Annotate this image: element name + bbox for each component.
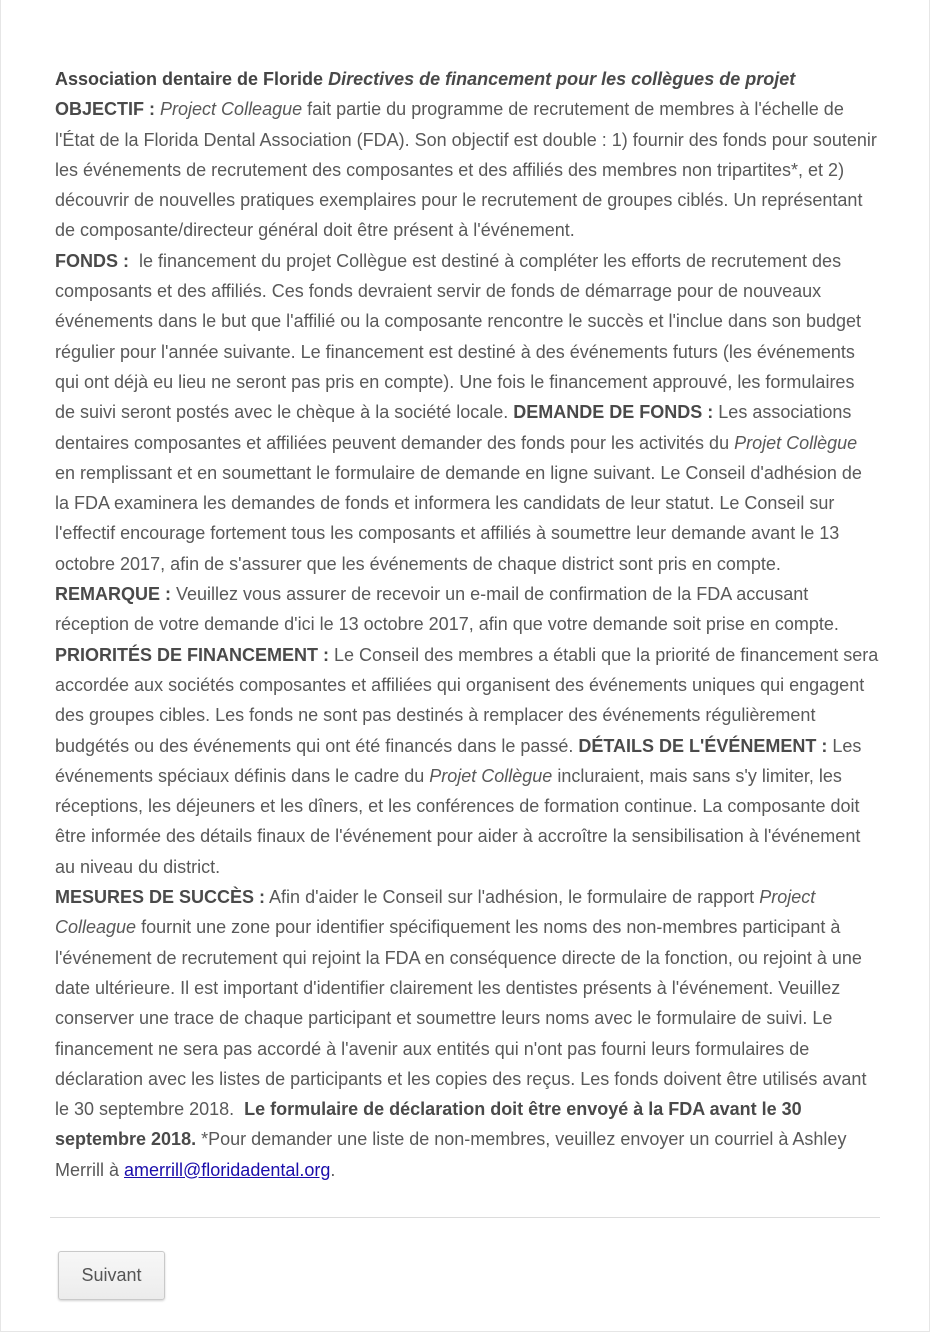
title-document: Directives de financement pour les collègues de projet <box>328 69 796 89</box>
request-program-name: Projet Collègue <box>734 432 858 453</box>
note-text: Veuillez vous assurer de recevoir un e-mail de confirmation de la FDA accusant réception de votre demande d'ici le 13 octobre 2017, afin que votre demande soit prise en compte. <box>55 584 839 635</box>
funds-label: FONDS : <box>55 250 129 271</box>
priorities-text: Le Conseil des membres a établi que la priorité de financement sera accordée aux sociétés composantes et affiliées qui organisent des événements uniques qui engagent des groupes cibles. Les fonds ne sont pas destinés à remplacer des événements régulièrement budgétés ou des événements qui ont été financés dans le passé. <box>55 644 879 756</box>
footer-divider <box>50 1217 880 1218</box>
next-button[interactable]: Suivant <box>58 1251 165 1300</box>
guidelines-text <box>55 64 879 1185</box>
request-text-b: en remplissant et en soumettant le formulaire de demande en ligne suivant. Le Conseil d'adhésion de la FDA examinera les demandes de fonds et informera les candidats de leur statut. Le Conseil sur l'effectif encourage fortement tous les composants et affiliés à soumettre leur demande avant le 13 octobre 2017, afin de s'assurer que les événements de chaque district sont pris en compte. <box>55 462 862 574</box>
funds-text: le financement du projet Collègue est destiné à compléter les efforts de recrutement des composants et des affiliés. Ces fonds devraient servir de fonds de démarrage pour de nouveaux événements dans le but que l'affilié ou la composante rencontre le succès et l'inclue dans son budget régulier pour l'année suivante. Le financement est destiné à des événements futurs (les événements qui ont déjà eu lieu ne seront pas pris en compte). Une fois le financement approuvé, les formulaires de suivi seront postés avec le chèque à la société locale. <box>55 250 867 423</box>
deadline-statement: Le formulaire de déclaration doit être envoyé à la FDA avant le 30 septembre 2018. <box>55 1099 802 1150</box>
event-details-text-b: incluraient, mais sans s'y limiter, les réceptions, les déjeuners et les dîners, et les conférences de formation continue. La composante doit être informée des détails finaux de l'événement pour aider à accroître la sensibilisation à l'événement au niveau du district. <box>55 765 861 877</box>
objective-program-name: Project Colleague <box>160 99 303 120</box>
note-label: REMARQUE : <box>55 584 171 605</box>
success-program-name: Project Colleague <box>55 887 816 938</box>
priorities-label: PRIORITÉS DE FINANCEMENT : <box>55 644 330 665</box>
objective-label: OBJECTIF : <box>55 99 156 120</box>
event-details-label: DÉTAILS DE L'ÉVÉNEMENT : <box>578 735 828 756</box>
contact-email-link[interactable]: amerrill@floridadental.org <box>124 1159 331 1180</box>
event-details-program-name: Projet Collègue <box>429 765 553 786</box>
request-text-a: Les associations dentaires composantes et affiliées peuvent demander des fonds pour les activités du <box>55 402 852 453</box>
event-details-text-a: Les événements spéciaux définis dans le cadre du <box>55 735 862 786</box>
success-text-b: fournit une zone pour identifier spécifiquement les noms des non-membres participant à l'événement de recrutement qui rejoint la FDA en conséquence directe de la fonction, ou rejoint à une date ultérieure. Il est important d'identifier clairement les dentistes présents à l'événement. Veuillez conserver une trace de chaque participant et soumettre leurs noms avec le formulaire de suivi. Le financement ne sera pas accordé à l'avenir aux entités qui n'ont pas fourni leurs formulaires de déclaration avec les listes de participants et les copies des reçus. Les fonds doivent être utilisés avant le 30 septembre 2018. <box>55 917 872 1120</box>
contact-end-period: . <box>330 1159 336 1180</box>
request-label: DEMANDE DE FONDS : <box>513 402 714 423</box>
title-organization: Association dentaire de Floride <box>55 69 324 89</box>
success-text-a: Afin d'aider le Conseil sur l'adhésion, le formulaire de rapport <box>265 887 760 908</box>
success-label: MESURES DE SUCCÈS : <box>55 887 266 908</box>
objective-text: fait partie du programme de recrutement de membres à l'échelle de l'État de la Florida Dental Association (FDA). Son objectif est double : 1) fournir des fonds pour soutenir les événements de recrutement des composantes et des affiliés des membres non tripartites*, et 2) découvrir de nouvelles pratiques exemplaires pour le recrutement de groupes ciblés. Un représentant de composante/directeur général doit être présent à l'événement. <box>55 99 877 241</box>
contact-text: *Pour demander une liste de non-membres, veuillez envoyer un courriel à Ashley Merrill à <box>55 1129 847 1180</box>
